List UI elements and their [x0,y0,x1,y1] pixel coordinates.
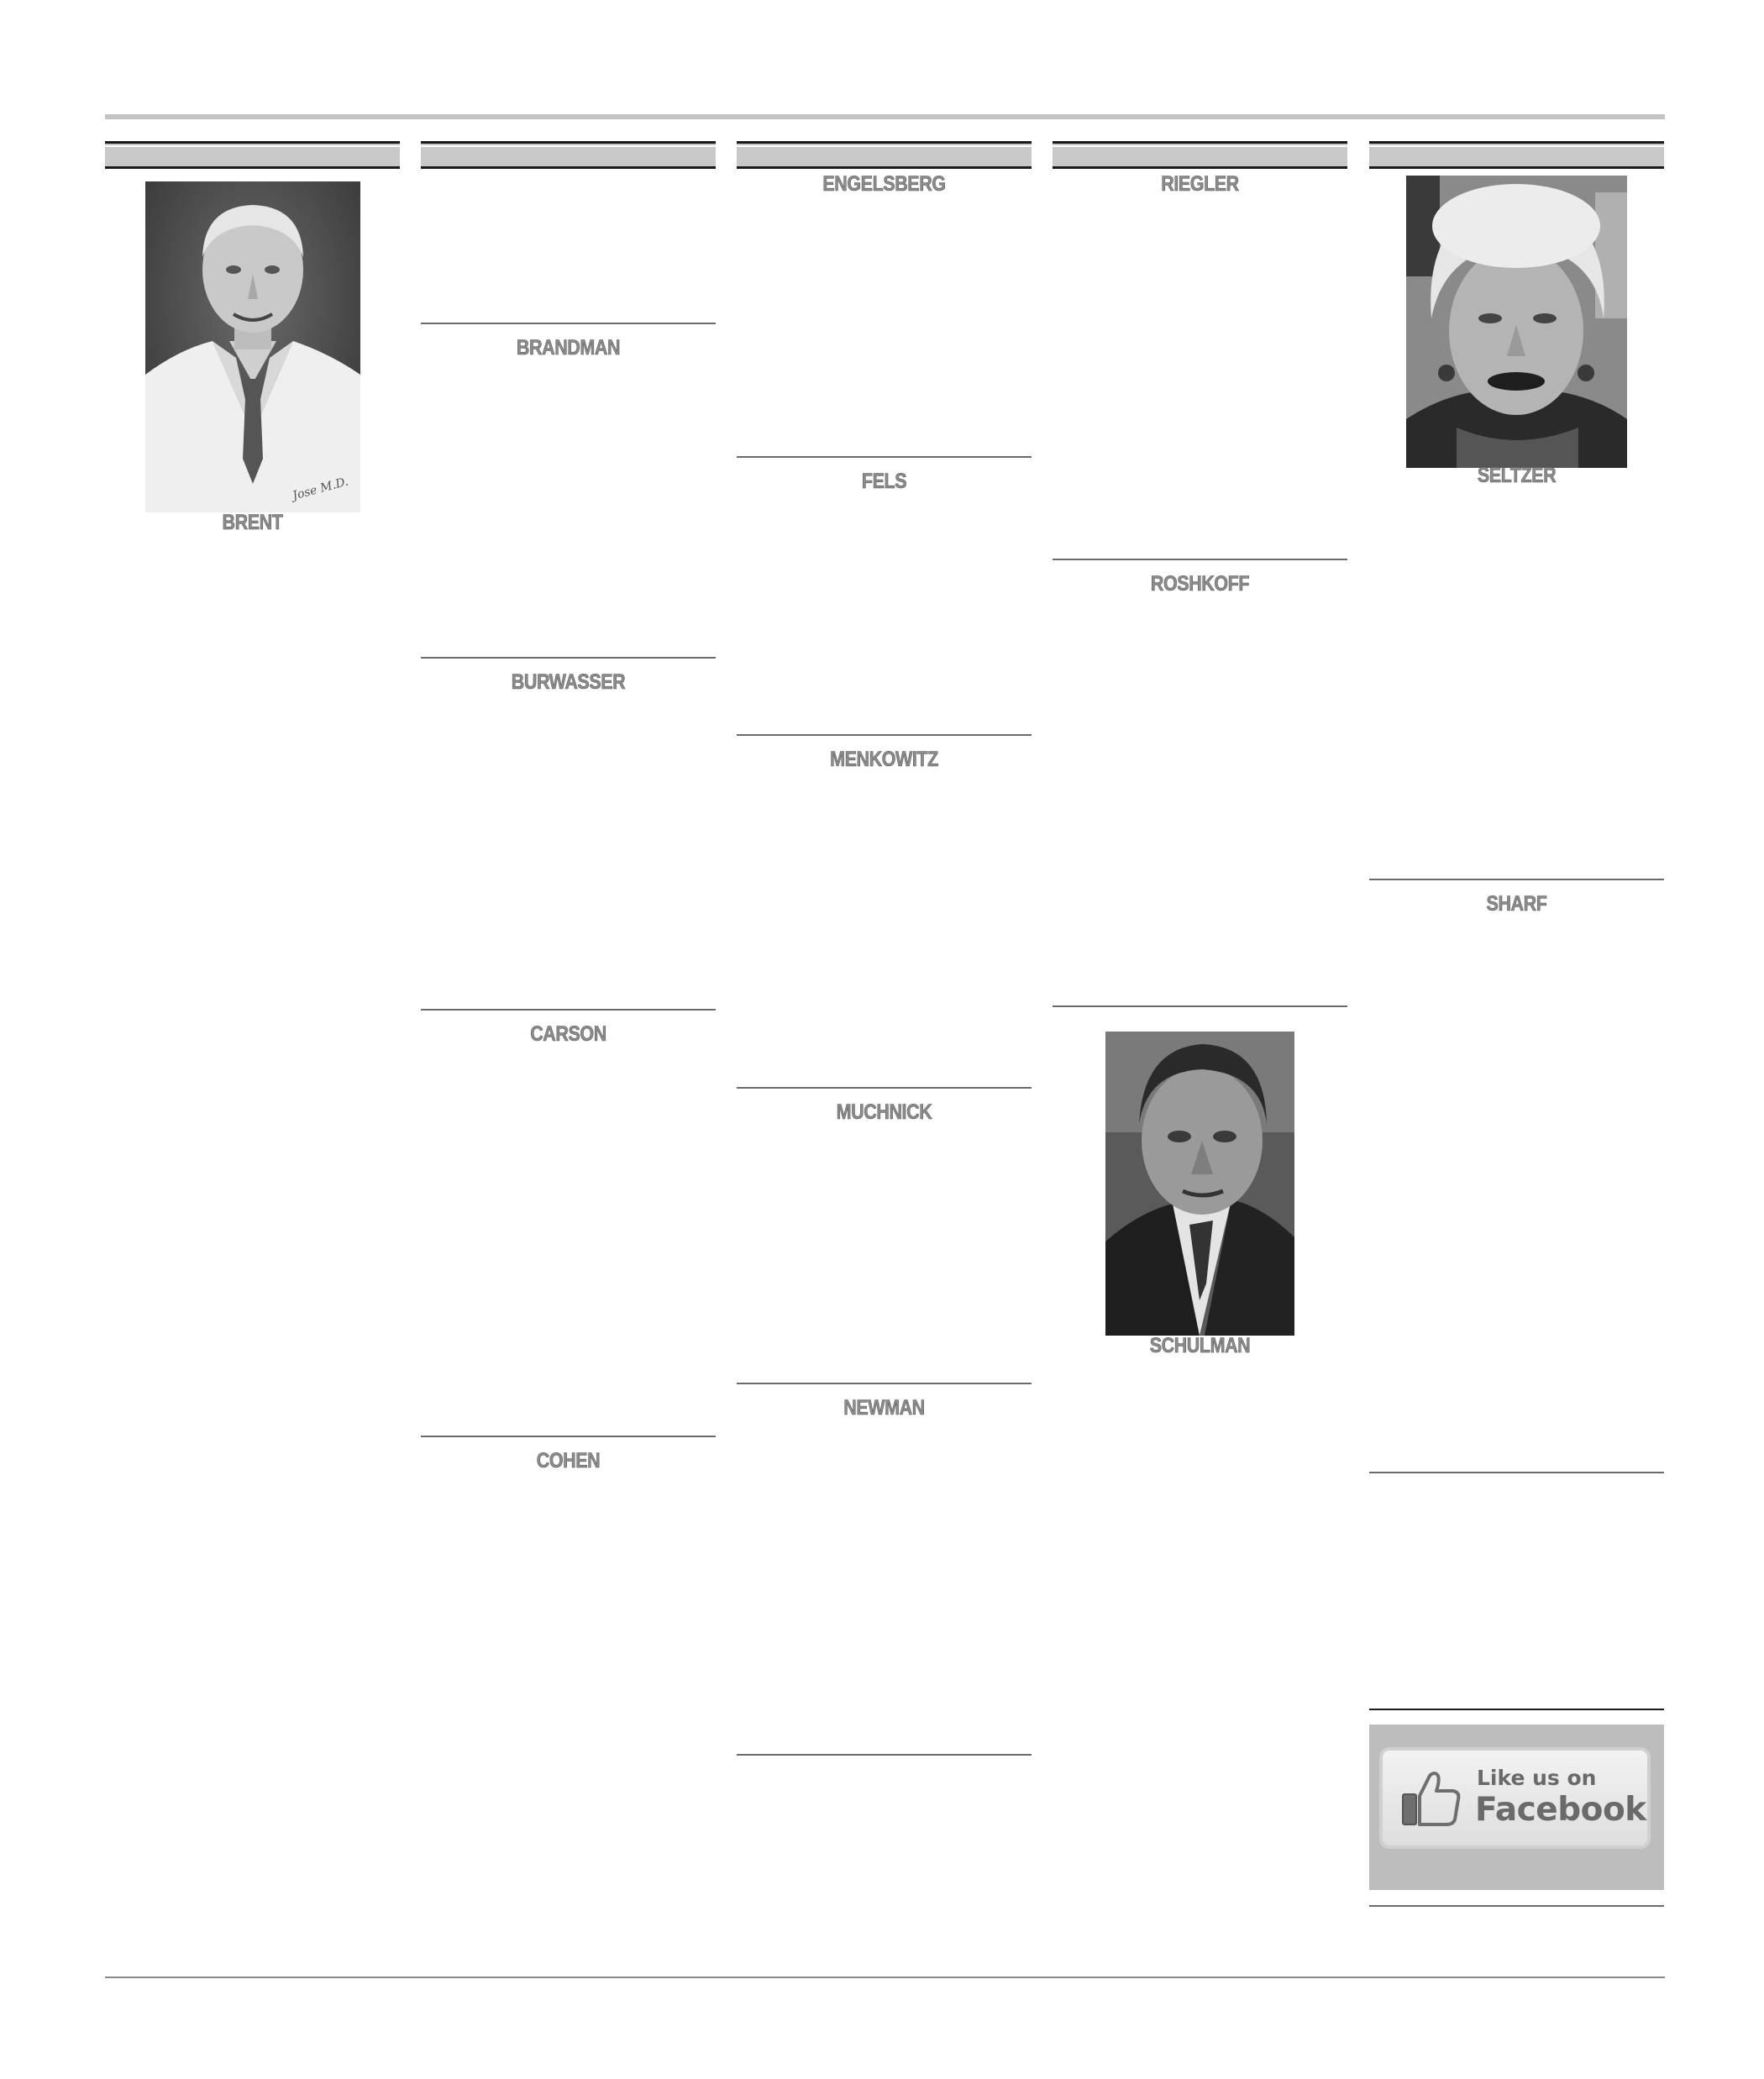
obituary-name: ENGELSBERG [822,172,946,196]
top-rule [105,114,1665,119]
facebook-line-1: Like us on [1477,1766,1597,1790]
entry-divider [1369,879,1664,880]
entry-divider [1369,1709,1664,1710]
obituary-name: MENKOWITZ [830,748,938,771]
like-us-on-facebook-button[interactable] [1379,1747,1651,1849]
bottom-rule [105,1977,1665,1978]
column-header-bar [421,141,716,169]
facebook-line-2: Facebook [1475,1791,1646,1829]
column-header-bar [1053,141,1347,169]
entry-divider [1369,1472,1664,1473]
entry-divider [737,456,1032,458]
column-4 [1053,141,1347,1964]
entry-divider [421,323,716,324]
column-header-bar [105,141,400,169]
entry-divider [737,1087,1032,1089]
column-1 [105,141,400,1964]
column-2 [421,141,716,1964]
svg-text:Jose M.D.: Jose M.D. [291,475,350,503]
entry-divider [737,734,1032,736]
entry-divider [1369,1905,1664,1907]
obituary-name: SELTZER [1477,464,1557,487]
photo-schulman [1105,1032,1294,1336]
entry-divider [737,1754,1032,1756]
entry-divider [421,1009,716,1011]
obituary-name: COHEN [536,1449,601,1473]
obituary-name: NEWMAN [843,1396,925,1420]
obituary-name: FELS [861,470,907,493]
photo-brent [145,181,360,512]
obituary-name: BRENT [222,511,283,534]
obituary-name: CARSON [530,1022,606,1046]
obituary-name: BURWASSER [511,670,626,694]
column-header-bar [737,141,1032,169]
obituary-name: SHARF [1486,892,1547,916]
column-3 [737,141,1032,1964]
obituary-name: SCHULMAN [1149,1334,1251,1357]
entry-divider [421,1436,716,1437]
thumbs-up-icon [1401,1769,1462,1826]
entry-divider [737,1383,1032,1384]
entry-divider [1053,1005,1347,1007]
obituary-name: ROSHKOFF [1150,572,1250,596]
column-5 [1369,141,1664,1964]
facebook-promo [1369,1725,1664,1890]
photo-seltzer [1406,176,1627,468]
obituary-name: BRANDMAN [516,336,621,360]
column-header-bar [1369,141,1664,169]
entry-divider [1053,559,1347,560]
entry-divider [421,657,716,659]
obituary-name: MUCHNICK [836,1100,932,1124]
obituary-name: RIEGLER [1161,172,1239,196]
